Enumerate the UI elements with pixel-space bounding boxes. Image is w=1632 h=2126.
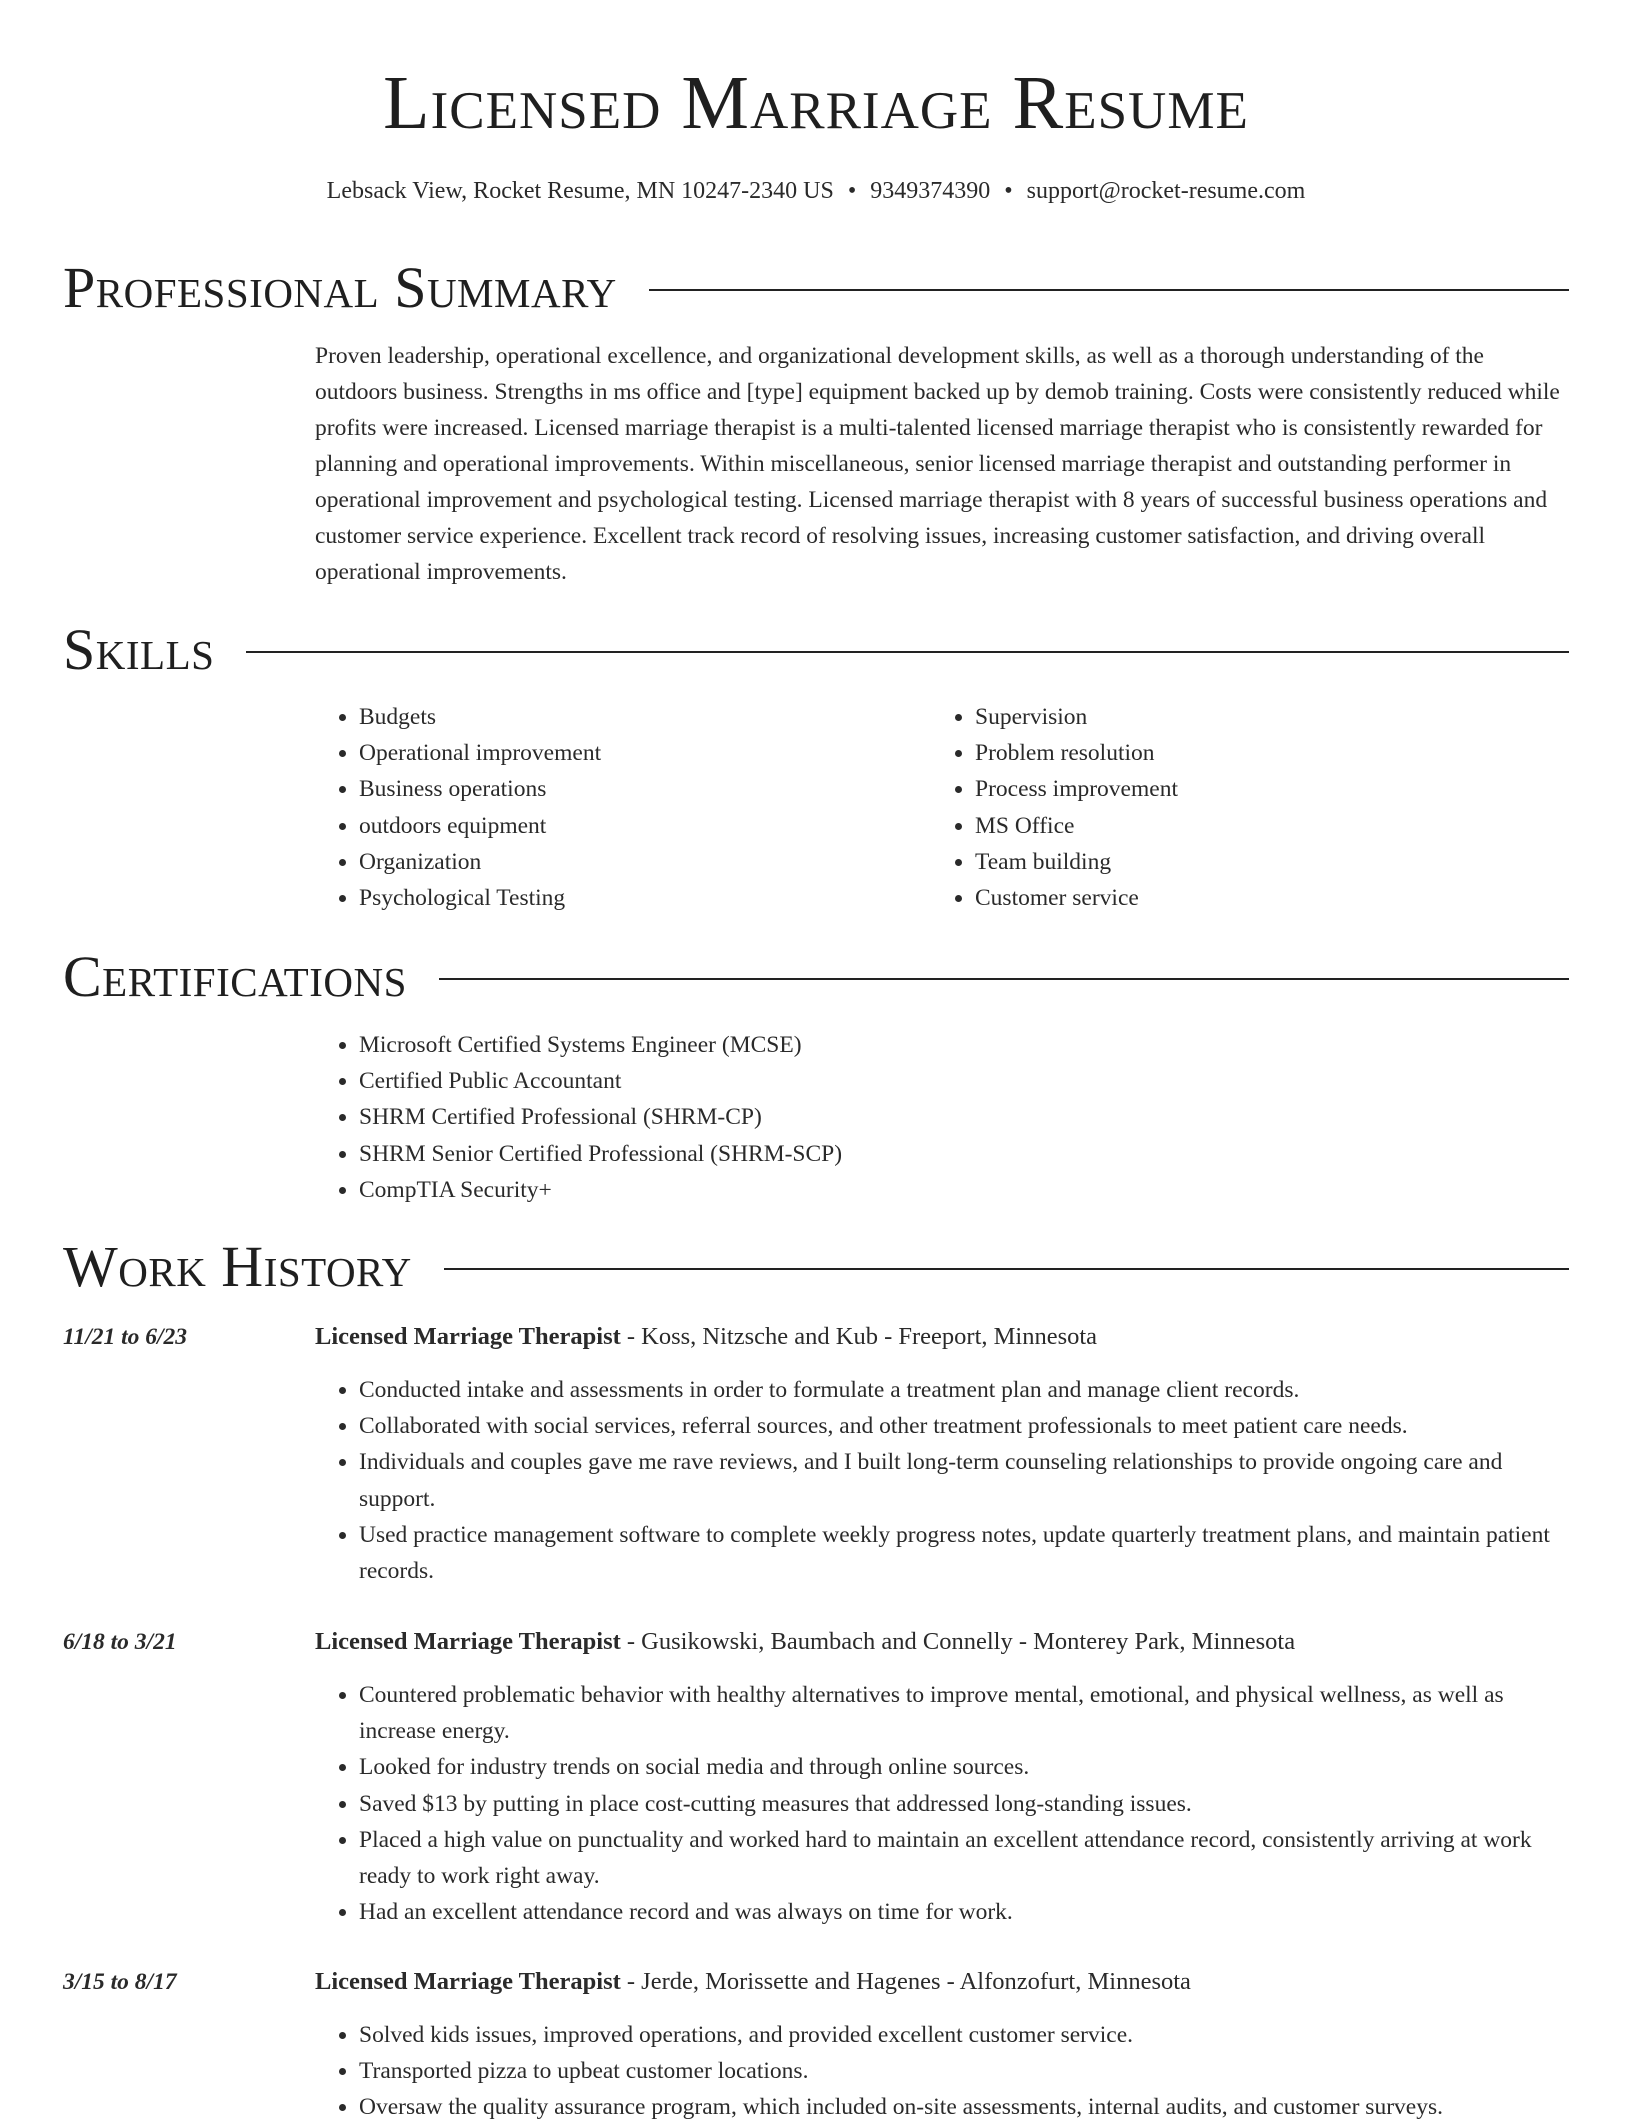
certifications-block: [315, 1027, 1570, 1208]
job-responsibilities: [315, 1677, 1570, 1930]
job-bullet: • Countered problematic behavior with healthy alternatives to improve mental, emotional, and physical wellness, as well as increase energy.: [359, 1677, 1570, 1749]
job-employer-location: - Koss, Nitzsche and Kub - Freeport, Minnesota: [620, 1323, 1098, 1350]
certifications-list: [315, 1027, 1570, 1208]
job-title: Licensed Marriage Therapist: [315, 1323, 621, 1350]
skill-item: • outdoors equipment: [359, 808, 875, 844]
job-bullet: • Saved $13 by putting in place cost-cutting measures that addressed long-standing issues.: [359, 1786, 1570, 1822]
contact-address: Lebsack View, Rocket Resume, MN 10247-2340 US: [326, 178, 834, 204]
certification-item: • CompTIA Security+: [359, 1172, 1570, 1208]
job-dates: 6/18 to 3/21: [63, 1629, 177, 1655]
job-bullet-list: [315, 2017, 1570, 2126]
job-heading: [315, 1320, 1097, 1354]
job-bullet: • Solved kids issues, improved operations, and provided excellent customer service.: [359, 2017, 1570, 2053]
job-responsibilities: [315, 1372, 1570, 1589]
section-certifications: [63, 944, 1569, 1009]
job-employer-location: - Gusikowski, Baumbach and Connelly - Monterey Park, Minnesota: [620, 1628, 1296, 1655]
job-bullet: • Used practice management software to complete weekly progress notes, update quarterly treatment plans, and maintain patient records.: [359, 1517, 1570, 1589]
job-heading: [315, 1625, 1295, 1659]
skill-item: • Supervision: [975, 699, 1491, 735]
job-bullet: • Looked for industry trends on social media and through online sources.: [359, 1749, 1570, 1785]
job-bullet: • Transported pizza to upbeat customer locations.: [359, 2053, 1570, 2089]
contact-separator: •: [847, 178, 857, 204]
job-title: Licensed Marriage Therapist: [315, 1968, 621, 1995]
skills-column-right: [931, 699, 1491, 916]
skill-item: • Customer service: [975, 880, 1491, 916]
certification-item: • Certified Public Accountant: [359, 1063, 1570, 1099]
section-divider: [246, 651, 1569, 653]
job-dates: 11/21 to 6/23: [63, 1324, 188, 1350]
section-professional-summary: [63, 255, 1569, 320]
summary-text: Proven leadership, operational excellence, and organizational development skills, as well as a thorough understanding of the outdoors business. Strengths in ms office and [type] equipment backed up by demob training. Costs were consistently reduced while profits were increased. Licensed marriage therapist is a multi-talented licensed marriage therapist who is consistently rewarded for planning and operational improvements. Within miscellaneous, senior licensed marriage therapist and outstanding performer in operational improvement and psychological testing. Licensed marriage therapist with 8 years of successful business operations and customer service experience. Excellent track record of resolving issues, increasing customer satisfaction, and driving overall operational improvements.: [315, 343, 1560, 585]
job-bullet: • Individuals and couples gave me rave reviews, and I built long-term counseling relationships to provide ongoing care and support.: [359, 1444, 1570, 1516]
certification-item: • Microsoft Certified Systems Engineer (MCSE): [359, 1027, 1570, 1063]
skill-item: • Team building: [975, 844, 1491, 880]
certification-item: • SHRM Senior Certified Professional (SHRM-SCP): [359, 1136, 1570, 1172]
skill-item: • Organization: [359, 844, 875, 880]
skill-item: • Psychological Testing: [359, 880, 875, 916]
job-responsibilities: [315, 2017, 1570, 2126]
contact-phone: 9349374390: [870, 178, 991, 204]
contact-line: [0, 174, 1632, 208]
section-heading: Skills: [63, 617, 215, 682]
skill-item: • Problem resolution: [975, 735, 1491, 771]
job-bullet: • Oversaw the quality assurance program, which included on-site assessments, internal audits, and customer surveys.: [359, 2089, 1570, 2125]
section-divider: [444, 1268, 1569, 1270]
skill-item: • Business operations: [359, 771, 875, 807]
section-divider: [439, 978, 1569, 980]
resume-title: Licensed Marriage Resume: [383, 61, 1249, 145]
job-heading: [315, 1965, 1191, 1999]
job-title: Licensed Marriage Therapist: [315, 1628, 621, 1655]
section-divider: [649, 289, 1569, 291]
skill-item: • Process improvement: [975, 771, 1491, 807]
skill-item: • Operational improvement: [359, 735, 875, 771]
section-heading: Certifications: [63, 944, 407, 1009]
contact-email: support@rocket-resume.com: [1026, 178, 1306, 204]
job-bullet: • Conducted intake and assessments in order to formulate a treatment plan and manage client records.: [359, 1372, 1570, 1408]
job-bullet: • Collaborated with social services, referral sources, and other treatment professionals to meet patient care needs.: [359, 1408, 1570, 1444]
section-work-history: [63, 1234, 1569, 1299]
skills-list: [931, 699, 1491, 916]
section-heading: Professional Summary: [63, 255, 617, 320]
skill-item: • MS Office: [975, 808, 1491, 844]
job-bullet-list: [315, 1372, 1570, 1589]
job-bullet-list: [315, 1677, 1570, 1930]
section-skills: [63, 617, 1569, 682]
job-dates: 3/15 to 8/17: [63, 1969, 177, 1995]
job-bullet: • Placed a high value on punctuality and worked hard to maintain an excellent attendance record, consistently arriving at work ready to work right away.: [359, 1822, 1570, 1894]
job-bullet: • Had an excellent attendance record and was always on time for work.: [359, 1894, 1570, 1930]
skills-list: [315, 699, 875, 916]
skill-item: • Budgets: [359, 699, 875, 735]
certification-item: • SHRM Certified Professional (SHRM-CP): [359, 1099, 1570, 1135]
contact-separator: •: [1004, 178, 1013, 204]
section-heading: Work History: [63, 1234, 412, 1299]
skills-column-left: [315, 699, 875, 916]
job-employer-location: - Jerde, Morissette and Hagenes - Alfonzofurt, Minnesota: [620, 1968, 1191, 1995]
